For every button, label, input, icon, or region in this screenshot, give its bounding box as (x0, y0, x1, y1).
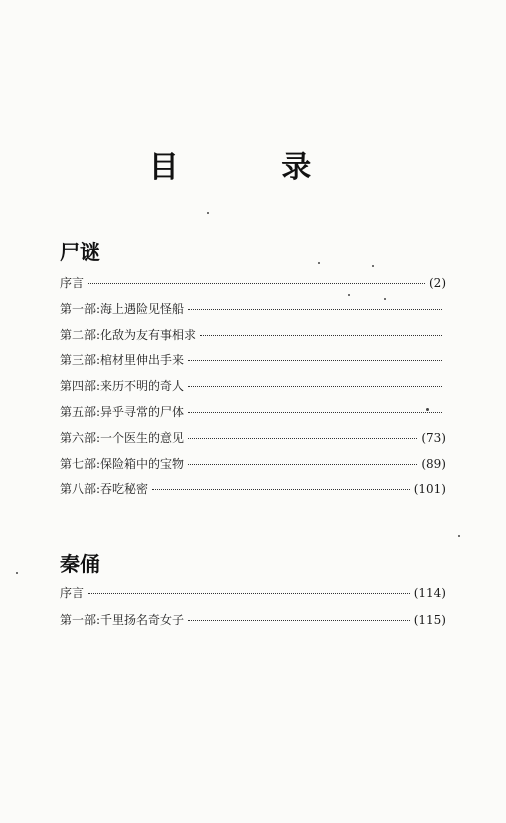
dot-leader (188, 620, 410, 621)
toc-entry (60, 403, 446, 429)
scan-speck (348, 294, 350, 296)
toc-entry (60, 455, 446, 481)
page-title: 目 录 (148, 150, 358, 185)
scan-speck (318, 262, 320, 264)
dot-leader (188, 438, 417, 439)
toc-entry-label: 序言 (60, 276, 85, 290)
toc-entry-page: (115) (413, 613, 446, 627)
toc-entry-label: 第八部:吞吃秘密 (60, 482, 149, 497)
toc-entry-label: 第七部:保险箱中的宝物 (60, 456, 185, 471)
toc-entry-page: (2) (429, 276, 446, 290)
toc-entry-page: (101) (413, 482, 446, 497)
scan-speck (16, 572, 18, 574)
scan-speck (458, 535, 460, 537)
dot-leader (188, 360, 442, 361)
toc-entry (60, 429, 446, 455)
dot-leader (200, 335, 442, 336)
toc-entry (60, 351, 446, 377)
dot-leader (188, 464, 417, 465)
toc-entry-label: 第六部:一个医生的意见 (60, 430, 185, 445)
toc-entry (60, 377, 446, 403)
toc-entry-label: 第四部:来历不明的奇人 (60, 379, 185, 394)
toc-entry-page: (114) (413, 586, 446, 600)
toc-entry-page: (73) (421, 430, 446, 445)
toc-list (60, 274, 446, 506)
toc-entry-label: 第三部:棺材里伸出手来 (60, 353, 185, 368)
scan-speck (372, 265, 374, 267)
dot-leader (88, 283, 425, 284)
section-heading: 秦俑 (60, 552, 100, 576)
toc-entry-page: (89) (421, 456, 446, 471)
toc-entry (60, 584, 446, 611)
scan-speck (207, 212, 209, 214)
toc-list (60, 584, 446, 638)
toc-entry (60, 611, 446, 638)
dot-leader (88, 593, 410, 594)
toc-entry-label: 第五部:异乎寻常的尸体 (60, 404, 185, 419)
dot-leader (152, 489, 410, 490)
toc-entry-label: 第一部:海上遇险见怪船 (60, 301, 185, 316)
dot-leader (188, 309, 442, 310)
toc-entry-label: 序言 (60, 586, 85, 600)
dot-leader (188, 412, 442, 413)
section-heading: 尸谜 (60, 240, 100, 264)
toc-entry (60, 274, 446, 300)
scan-speck (426, 408, 429, 411)
toc-entry-label: 第一部:千里扬名奇女子 (60, 613, 185, 627)
scan-speck (384, 298, 386, 300)
toc-entry (60, 480, 446, 506)
dot-leader (188, 386, 442, 387)
toc-entry (60, 300, 446, 326)
toc-entry-label: 第二部:化敌为友有事相求 (60, 327, 197, 342)
toc-entry (60, 326, 446, 352)
